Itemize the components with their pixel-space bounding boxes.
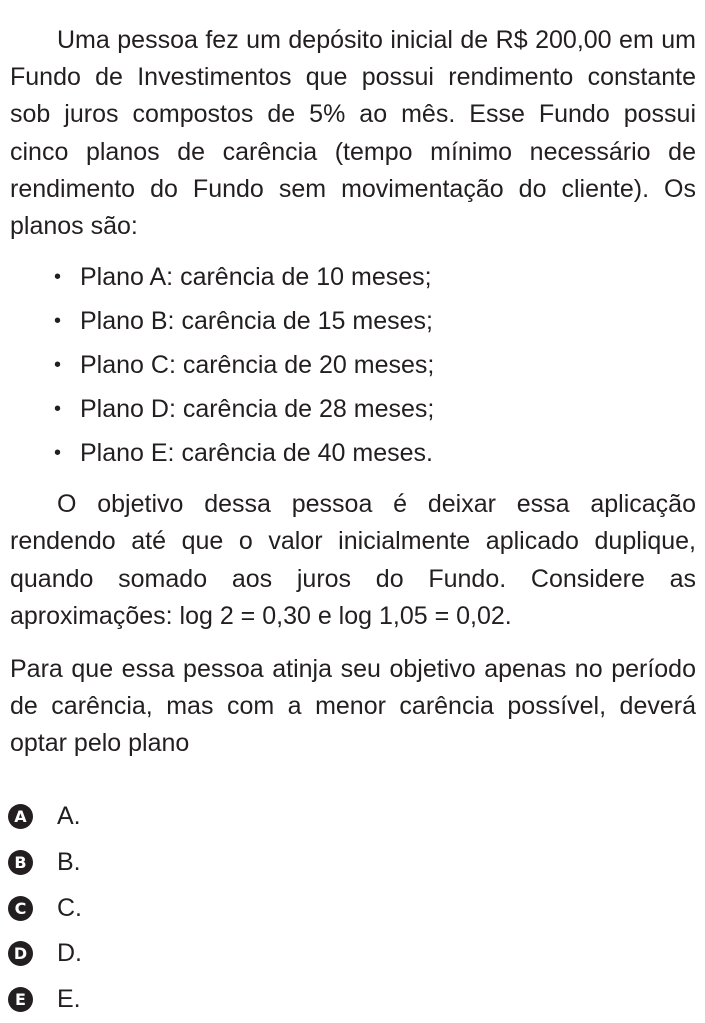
bullet-icon: •: [54, 310, 62, 333]
plan-text: Plano B: carência de 15 meses;: [80, 307, 433, 336]
bullet-icon: •: [54, 398, 62, 421]
bullet-icon: •: [54, 354, 62, 377]
question-page: [10, 22, 696, 1023]
bullet-icon: •: [54, 266, 62, 289]
option-b-text: B.: [57, 847, 81, 876]
plan-item-d: [10, 387, 696, 431]
plan-item-e: [10, 431, 696, 475]
question-prompt: Para que essa pessoa atinja seu objetivo apenas no período de carência, mas com a menor carência possível, deverá optar pelo plano: [10, 655, 696, 758]
plans-list: [10, 255, 696, 475]
question-intro: Uma pessoa fez um depósito inicial de R$ 200,00 em um Fundo de Investimentos que possui rendimento constante sob juros compostos de 5% ao mês. Esse Fundo possui cinco planos de carência (tempo mínimo necessário de rendimento do Fundo sem movimentação do cliente). Os planos são:: [10, 26, 696, 241]
plan-item-c: [10, 343, 696, 387]
option-c-badge-icon: C: [8, 896, 33, 921]
option-b[interactable]: [10, 839, 696, 885]
option-a-text: A.: [57, 801, 81, 830]
option-a-badge-icon: A: [8, 804, 33, 829]
option-c[interactable]: [10, 885, 696, 931]
option-e[interactable]: [10, 977, 696, 1023]
plan-text: Plano C: carência de 20 meses;: [80, 351, 435, 380]
plan-text: Plano E: carência de 40 meses.: [80, 439, 433, 468]
question-objective: O objetivo dessa pessoa é deixar essa aplicação rendendo até que o valor inicialmente aplicado duplique, quando somado aos juros do Fundo. Considere as aproximações: log 2 = 0,30 e log 1,05 = 0,02.: [10, 490, 696, 630]
option-c-text: C.: [57, 893, 82, 922]
option-e-badge-icon: E: [8, 987, 33, 1012]
plan-text: Plano A: carência de 10 meses;: [80, 263, 432, 292]
option-b-badge-icon: B: [8, 850, 33, 875]
plan-item-a: [10, 255, 696, 299]
option-e-text: E.: [57, 985, 81, 1014]
option-a[interactable]: [10, 794, 696, 840]
answer-options: [10, 794, 696, 1023]
bullet-icon: •: [54, 442, 62, 465]
option-d-text: D.: [57, 939, 82, 968]
option-d-badge-icon: D: [8, 941, 33, 966]
option-d[interactable]: [10, 931, 696, 977]
plan-item-b: [10, 299, 696, 343]
plan-text: Plano D: carência de 28 meses;: [80, 395, 435, 424]
